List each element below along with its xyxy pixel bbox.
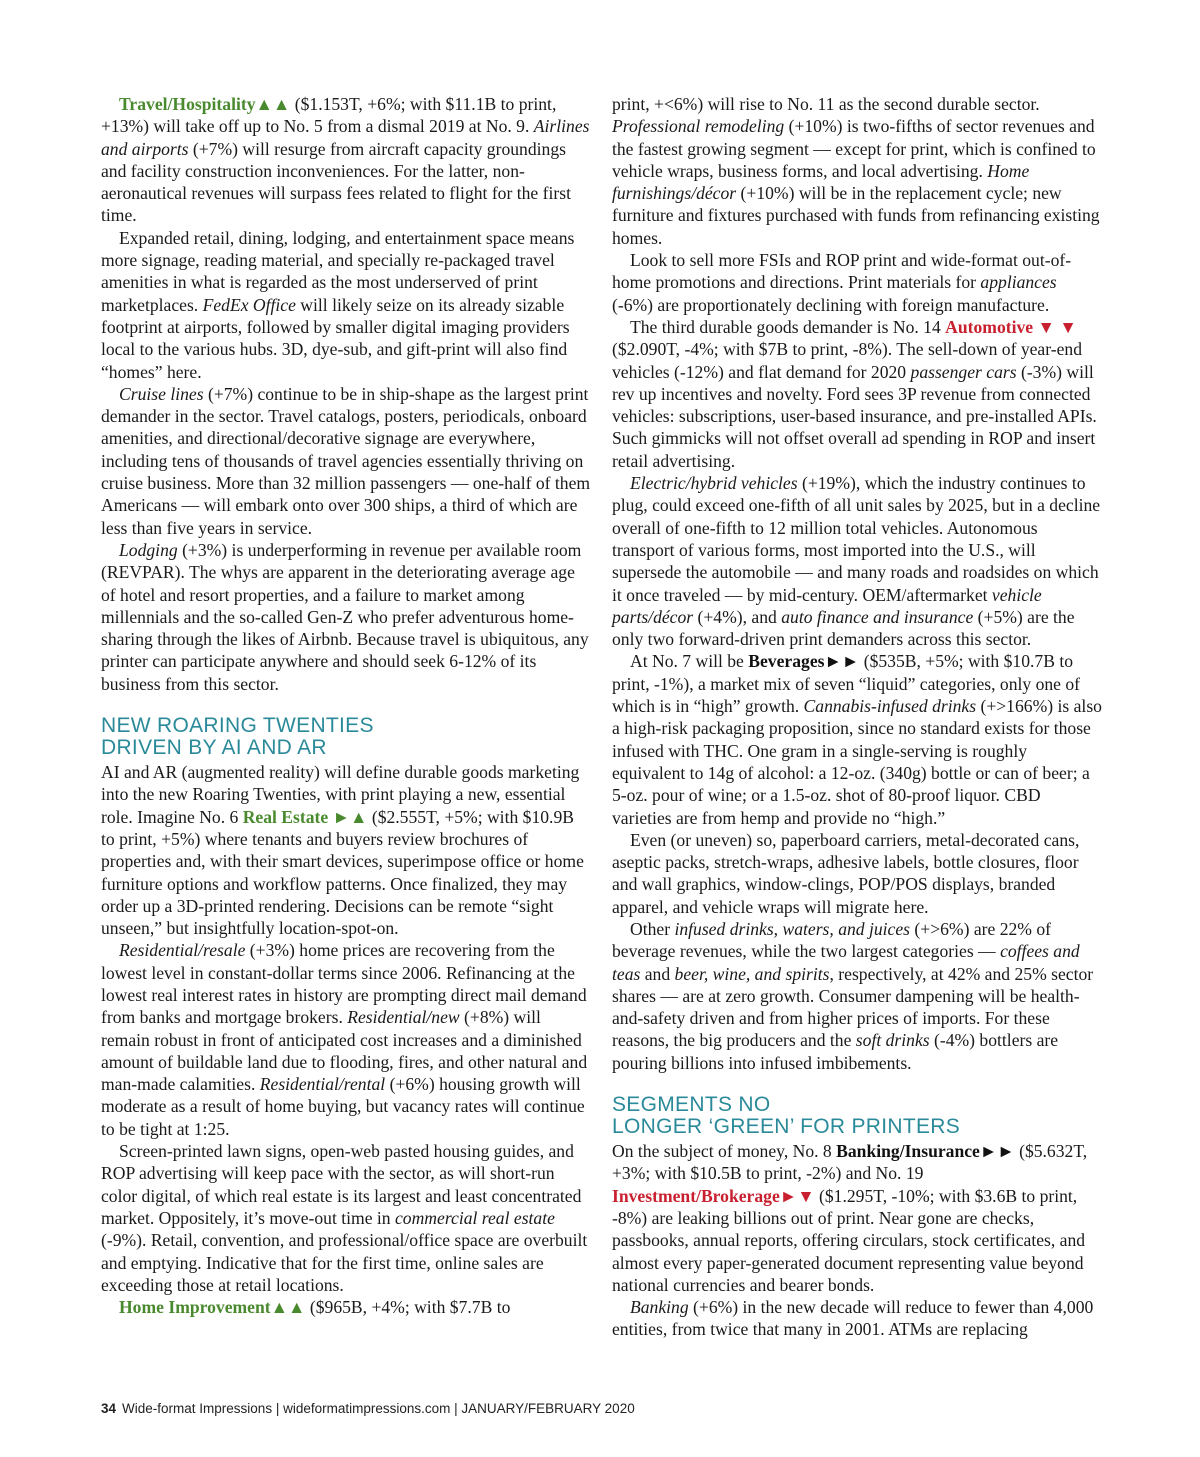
text: print, +<6%) will rise to No. 11 as the second durable sector. (612, 94, 1040, 114)
paragraph (612, 1296, 1102, 1341)
up-arrow-icon: ▲ (350, 806, 368, 827)
paragraph (101, 761, 591, 939)
text: (+6%) housing growth will moderate as a result of home buying, but vacancy rates will continue to be tight at 1:25. (101, 1074, 585, 1139)
text: (-9%). Retail, convention, and professional/office space are overbuilt and emptying. Indicative that for the first time, online sales are exceeding those at retail locations. (101, 1230, 588, 1295)
text: (+7%) will resurge from aircraft capacity groundings and facility construction inconveniences. For the latter, non-aeronautical revenues will surpass fees related to flight for the first time. (101, 138, 571, 226)
segment-name: auto finance and insurance (781, 606, 974, 627)
paragraph (101, 93, 591, 227)
text: (+7%) continue to be in ship-shape as the largest print demander in the sector. Travel catalogs, posters, periodicals, onboard amenities, and directional/decorative signage are everywhere, including tens of thousands of travel agencies essentially thriving on cruise business. More than 32 million passengers — one-half of them Americans — will embark onto over 300 ships, a third of which are less than five years in service. (101, 383, 591, 538)
text: (+4%), and (693, 606, 782, 627)
sector-name: Beverages (748, 651, 825, 672)
text: (+3%) home prices are recovering from the lowest level in constant-dollar terms since 2006. Refinancing at the lowest real interest rates in history are prompting direct mail demand from banks and mortgage brokers. (101, 940, 587, 1028)
text: Look to sell more FSIs and ROP print and wide-format out-of-home promotions and directions. Print materials for (612, 250, 1072, 293)
sector-name: Automotive (945, 316, 1034, 337)
paragraph (612, 918, 1102, 1074)
right-arrows-icon: ►► (979, 1141, 1015, 1162)
segment-name: Cannabis-infused drinks (803, 696, 977, 717)
page-footer (101, 1401, 635, 1416)
segment-name: infused drinks, waters, and juices (674, 918, 911, 939)
text: ($5.632T, +3%; with $10.5B to print, -2%) and No. 19 (612, 1141, 1088, 1184)
segment-name: Professional remodeling (612, 116, 785, 137)
sector-name: Investment/Brokerage (612, 1185, 780, 1206)
paragraph (612, 316, 1102, 472)
segment-name: Lodging (119, 539, 178, 560)
left-column (101, 93, 591, 1318)
text: Screen-printed lawn signs, open-web pasted housing guides, and ROP advertising will keep pace with the sector, as will short-run color digital, of which real estate is its largest and least concentrated market. Oppositely, it’s move-out time in (101, 1141, 582, 1228)
segment-name: passenger cars (910, 361, 1017, 382)
paragraph (101, 383, 591, 539)
down-arrow-icon: ▼ (797, 1185, 815, 1206)
right-column (612, 93, 1102, 1341)
text: Expanded retail, dining, lodging, and entertainment space means more signage, reading material, and specially re-packaged travel amenities in what is regarded as the most underserved of print marketplaces. (101, 227, 575, 315)
footer-text: Wide-format Impressions | wideformatimpressions.com | JANUARY/FEBRUARY 2020 (122, 1401, 635, 1416)
text: Other (630, 918, 675, 939)
sector-name: Travel/Hospitality (119, 94, 256, 114)
up-arrows-icon: ▲▲ (270, 1297, 306, 1318)
paragraph (612, 650, 1102, 828)
text: will likely seize on its already sizable footprint at airports, followed by smaller digital imaging providers local to the various hubs. 3D, dye-sub, and gift-print will also find “homes” here. (101, 294, 570, 382)
paragraph (101, 1140, 591, 1296)
sector-name: Banking/Insurance (836, 1141, 980, 1162)
down-arrows-icon: ▼ ▼ (1033, 316, 1077, 337)
right-arrow-icon: ► (328, 806, 351, 827)
text: (+8%) will remain robust in front of anticipated cost increases and a diminished amount of buildable land due to flooding, fires, and other natural and man-made calamities. (101, 1007, 588, 1095)
text: (+19%), which the industry continues to plug, could exceed one-fifth of all unit sales by 2025, but in a decline overall of one-fifth to 12 million total vehicles. Autonomous transport of various forms, most imported into the U.S., will supersede the automobile — and many roads and roadsides on which it once traveled — by mid-century. OEM/aftermarket (612, 473, 1101, 605)
heading-line: DRIVEN BY AI AND AR (101, 736, 327, 760)
text: (+3%) is underperforming in revenue per available room (REVPAR). The whys are apparent in the deteriorating average age of hotel and resort properties, and a failure to market among millennials and the so-called Gen-Z who prefer adventurous home-sharing through the likes of Airbnb. Because travel is ubiquitous, any printer can participate anywhere and should seek 6-12% of its business from this sector. (101, 539, 589, 694)
segment-name: commercial real estate (395, 1207, 555, 1228)
up-arrows-icon: ▲▲ (255, 94, 291, 114)
text: The third durable goods demander is No. 14 (630, 316, 946, 337)
text: Even (or uneven) so, paperboard carriers, metal-decorated cans, aseptic packs, stretch-wraps, adhesive labels, bottle closures, floor and wall graphics, window-clings, POP/POS displays, branded apparel, and vehicle wraps will migrate here. (612, 829, 1080, 917)
paragraph (612, 829, 1102, 918)
text: AI and AR (augmented reality) will define durable goods marketing into the new Roaring Twenties, with print playing a new, essential role. Imagine No. 6 (101, 762, 580, 827)
text: On the subject of money, No. 8 (612, 1141, 837, 1162)
right-arrows-icon: ►► (824, 651, 860, 672)
text: ($535B, +5%; with $10.7B to print, -1%), a market mix of seven “liquid” categories, only one of which is in “high” growth. (612, 651, 1081, 717)
text: (+6%) in the new decade will reduce to fewer than 4,000 entities, from twice that many in 2001. ATMs are replacing (612, 1297, 1094, 1340)
text: , respectively, at 42% and 25% sector shares — are at zero growth. Consumer dampening will be health-and-safety driven and from higher prices of imports. For these reasons, the big producers and the (612, 963, 1094, 1051)
paragraph (612, 93, 1102, 249)
segment-name: Residential/resale (119, 940, 246, 961)
text: ($965B, +4%; with $7.7B to (305, 1297, 511, 1318)
text: At No. 7 will be (630, 651, 749, 672)
paragraph (101, 539, 591, 695)
paragraph (612, 472, 1102, 650)
text: (+10%) is two-fifths of sector revenues and the fastest growing segment — except for print, which is confined to vehicle wraps, business forms, and local advertising. (612, 116, 1096, 181)
text: (+10%) will be in the replacement cycle; new furniture and fixtures purchased with funds from refinancing existing homes. (612, 183, 1100, 248)
page-number: 34 (101, 1401, 117, 1416)
paragraph (612, 1140, 1102, 1296)
segment-name: Banking (630, 1297, 689, 1318)
text: (+>6%) are 22% of beverage revenues, while the two largest categories — (612, 918, 1052, 962)
text: ($2.090T, -4%; with $7B to print, -8%). The sell-down of year-end vehicles (-12%) and flat demand for 2020 (612, 339, 1083, 382)
section-heading (612, 1094, 1102, 1138)
text: (-3%) will rev up incentives and novelty. Ford sees 3P revenue from connected vehicles: subscriptions, user-based insurance, and pre-installed APIs. Such gimmicks will not offset overall ad spending in ROP and insert retail advertising. (612, 361, 1097, 471)
paragraph (101, 939, 591, 1140)
heading-line: NEW ROARING TWENTIES (101, 714, 374, 738)
segment-name: Cruise lines (119, 383, 204, 404)
text: (-6%) are proportionately declining with foreign manufacture. (612, 294, 1050, 315)
segment-name: Residential/rental (259, 1074, 386, 1095)
paragraph (101, 227, 591, 383)
segment-name: appliances (980, 272, 1057, 293)
paragraph (101, 1296, 591, 1318)
section-heading (101, 715, 591, 759)
heading-line: LONGER ‘GREEN’ FOR PRINTERS (612, 1115, 961, 1139)
text: ($1.153T, +6%; with $11.1B to print, +13%) will take off up to No. 5 from a dismal 2019 at No. 9. (101, 94, 557, 137)
text: (+>166%) is also a high-risk packaging proposition, since no standard exists for those infused with THC. One gram in a single-serving is roughly equivalent to 14g of alcohol: a 12-oz. (340g) bottle or can of beer; a 5-oz. pour of wine; or a 1.5-oz. shot of 80-proof liquor. CBD varieties are from hemp and provide no “high.” (612, 696, 1102, 828)
heading-line: SEGMENTS NO (612, 1093, 771, 1117)
right-arrow-icon: ► (779, 1185, 798, 1206)
segment-name: soft drinks (855, 1030, 930, 1051)
segment-name: Airlines and airports (101, 116, 590, 159)
sector-name: Real Estate (242, 806, 329, 827)
text: and (640, 963, 675, 984)
segment-name: beer, wine, and spirits (674, 963, 830, 984)
paragraph (612, 249, 1102, 316)
segment-name: vehicle parts/décor (612, 584, 1042, 627)
text: ($1.295T, -10%; with $3.6B to print, -8%) are leaking billions out of print. Near gone are checks, passbooks, annual reports, offering circulars, stock certificates, and almost every paper-generated document representing value beyond national currencies and bearer bonds. (612, 1185, 1086, 1295)
text: (+5%) are the only two forward-driven print demanders across this sector. (612, 606, 1075, 650)
segment-name: coffees and teas (612, 941, 1080, 984)
segment-name: FedEx Office (202, 294, 296, 315)
segment-name: Residential/new (347, 1007, 460, 1028)
text: ($2.555T, +5%; with $10.9B to print, +5%) where tenants and buyers review brochures of properties and, with their smart devices, superimpose office or home furniture options and workflow patterns. Once finalized, they may order up a 3D-printed rendering. Decisions can be remote “sight unseen,” but insightfully location-spot-on. (101, 806, 584, 939)
segment-name: Home furnishings/décor (612, 160, 1030, 204)
text: (-4%) bottlers are pouring billions into infused imbibements. (612, 1030, 1059, 1073)
segment-name: Electric/hybrid vehicles (630, 473, 798, 494)
sector-name: Home Improvement (119, 1297, 271, 1318)
